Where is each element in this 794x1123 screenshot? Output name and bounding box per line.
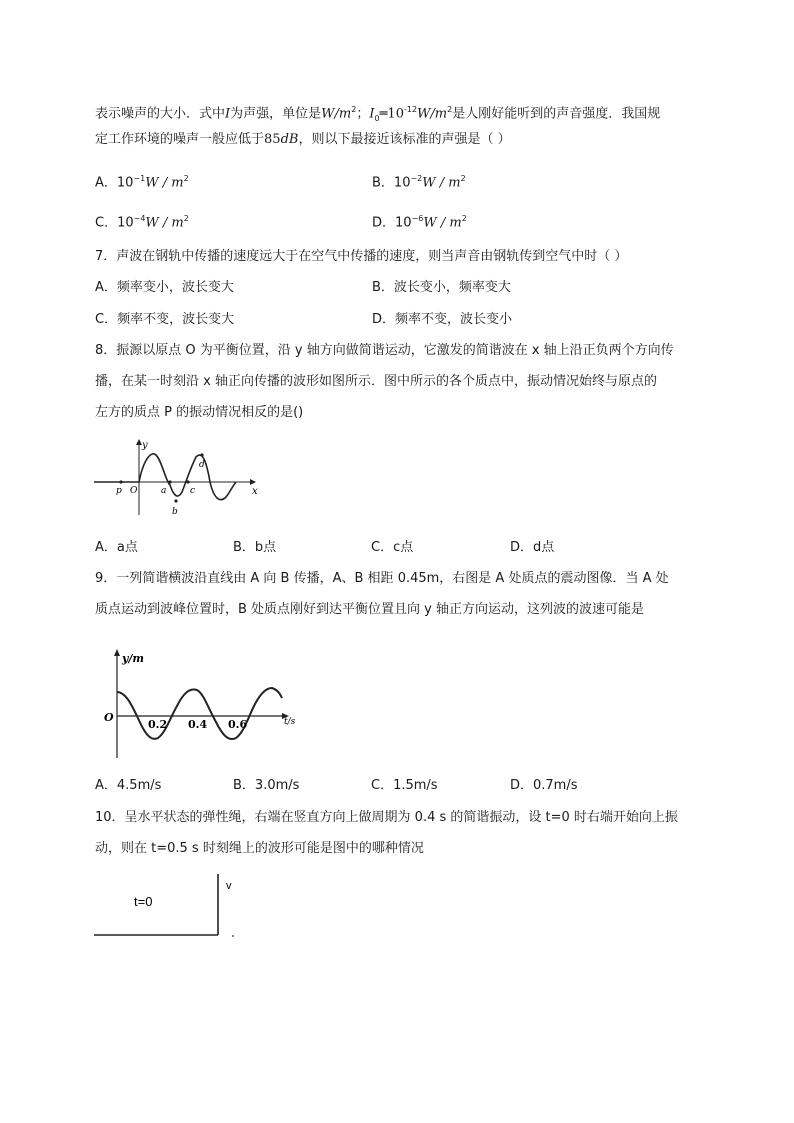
tick-0-4: 0.4 bbox=[188, 718, 208, 731]
tick-0-2: 0.2 bbox=[148, 718, 168, 731]
q9-option-c[interactable]: C．1.5m/s bbox=[371, 778, 438, 793]
y-axis-arrow bbox=[114, 649, 120, 656]
q6-text: 定工作环境的噪声一般应低于 bbox=[95, 132, 265, 147]
unit: W / m bbox=[423, 215, 462, 231]
q7-stem: 7．声波在钢轨中传播的速度远大于在空气中传播的速度，则当声音由钢轨传到空气中时（ ） bbox=[95, 249, 628, 264]
option-label: B．10 bbox=[372, 175, 411, 191]
q6-text: ； bbox=[356, 106, 370, 122]
q8-option-d[interactable]: D．d点 bbox=[510, 540, 555, 555]
q9-option-b[interactable]: B．3.0m/s bbox=[233, 778, 300, 793]
q10-stem-line1: 10．呈水平状态的弹性绳，右端在竖直方向上做周期为 0.4 s 的简谐振动，设 t=0 时右端开始向上振 bbox=[95, 810, 678, 825]
label-p: p bbox=[116, 486, 122, 496]
q6-text: ，则以下最接近该标准的声强是（ ） bbox=[298, 132, 511, 147]
exponent: 2 bbox=[183, 174, 189, 183]
q6-option-a[interactable] bbox=[95, 170, 189, 192]
q8-option-a[interactable]: A．a点 bbox=[95, 540, 138, 555]
unit: W / m bbox=[422, 175, 461, 191]
q9-stem-line1: 9．一列简谐横波沿直线由 A 向 B 传播，A、B 相距 0.45m，右图是 A 处质点的震动图像．当 A 处 bbox=[95, 571, 669, 586]
point-d bbox=[200, 453, 203, 456]
option-label: C．10 bbox=[95, 215, 134, 231]
q7-option-b[interactable]: B．波长变小，频率变大 bbox=[372, 280, 511, 295]
label-x: x bbox=[252, 486, 258, 497]
exponent: 2 bbox=[447, 105, 453, 114]
point-b bbox=[174, 499, 177, 502]
q6-stem-line1 bbox=[95, 101, 660, 128]
q7-option-a[interactable]: A．频率变小，波长变大 bbox=[95, 280, 234, 295]
tick-0-6: 0.6 bbox=[228, 718, 248, 731]
label-t0: t=0 bbox=[134, 894, 153, 909]
q6-text: 为声强，单位是 bbox=[230, 106, 322, 122]
q6-text: 是人刚好能听到的声音强度．我国规 bbox=[452, 106, 661, 122]
label-t: t/s bbox=[284, 717, 296, 727]
exponent: −6 bbox=[411, 214, 424, 223]
unit-w-per-m2: W/m bbox=[417, 106, 448, 122]
point-p bbox=[119, 480, 122, 483]
equation: ═10 bbox=[379, 106, 404, 122]
unit-db: dB bbox=[280, 132, 299, 147]
cosine-curve bbox=[117, 688, 282, 739]
q10-rope-figure bbox=[92, 868, 242, 944]
q6-option-b[interactable] bbox=[372, 170, 466, 192]
label-y: y bbox=[142, 440, 148, 451]
point-c bbox=[186, 480, 189, 483]
unit: W / m bbox=[145, 175, 184, 191]
q9-option-a[interactable]: A．4.5m/s bbox=[95, 778, 162, 793]
exponent: 2 bbox=[183, 214, 189, 223]
q8-stem-line2: 播，在某一时刻沿 x 轴正向传播的波形如图所示．图中所示的各个质点中，振动情况始终与原点的 bbox=[95, 374, 657, 389]
q6-option-d[interactable] bbox=[372, 210, 467, 232]
label-y: y/m bbox=[122, 652, 145, 665]
var-I0: I bbox=[369, 106, 375, 122]
label-v: v bbox=[226, 880, 232, 892]
label-o: O bbox=[130, 486, 138, 496]
q8-wave-figure bbox=[92, 437, 264, 519]
exponent: −4 bbox=[133, 214, 146, 223]
q9-vibration-figure bbox=[102, 648, 308, 760]
dot bbox=[232, 935, 234, 937]
subscript: 0 bbox=[374, 113, 380, 123]
unit: W / m bbox=[145, 215, 184, 231]
q8-stem-line3: 左方的质点 P 的振动情况相反的是() bbox=[95, 405, 304, 420]
q8-option-c[interactable]: C．c点 bbox=[371, 540, 414, 555]
q7-option-c[interactable]: C．频率不变，波长变大 bbox=[95, 312, 235, 327]
exponent: 2 bbox=[351, 105, 357, 114]
q10-stem-line2: 动，则在 t=0.5 s 时刻绳上的波形可能是图中的哪种情况 bbox=[95, 841, 424, 856]
q8-stem-line1: 8．振源以原点 O 为平衡位置，沿 y 轴方向做简谐运动，它激发的简谐波在 x 轴上沿正负两个方向传 bbox=[95, 343, 674, 358]
q7-option-d[interactable]: D．频率不变，波长变小 bbox=[372, 312, 513, 327]
q6-stem-line2 bbox=[95, 131, 511, 149]
q6-text: 表示噪声的大小．式中 bbox=[95, 106, 226, 122]
exponent: −1 bbox=[133, 174, 146, 183]
q8-option-b[interactable]: B．b点 bbox=[233, 540, 277, 555]
q9-stem-line2: 质点运动到波峰位置时，B 处质点刚好到达平衡位置且向 y 轴正方向运动，这列波的波速可能是 bbox=[95, 602, 645, 617]
label-d: d bbox=[199, 460, 205, 470]
exponent: -12 bbox=[403, 105, 418, 114]
label-c: c bbox=[190, 486, 196, 496]
label-b: b bbox=[172, 507, 178, 517]
exponent: −2 bbox=[410, 174, 423, 183]
q6-option-c[interactable] bbox=[95, 210, 189, 232]
x-axis-arrow bbox=[250, 479, 256, 485]
exponent: 2 bbox=[461, 214, 467, 223]
label-o: O bbox=[104, 711, 114, 724]
q9-option-d[interactable]: D．0.7m/s bbox=[510, 778, 578, 793]
value-85: 85 bbox=[264, 132, 281, 147]
exponent: 2 bbox=[460, 174, 466, 183]
unit-w-per-m2: W/m bbox=[321, 106, 352, 122]
label-a: a bbox=[161, 486, 167, 496]
option-label: A．10 bbox=[95, 175, 134, 191]
point-a bbox=[168, 480, 171, 483]
option-label: D．10 bbox=[372, 215, 412, 231]
var-I: I bbox=[225, 106, 231, 122]
